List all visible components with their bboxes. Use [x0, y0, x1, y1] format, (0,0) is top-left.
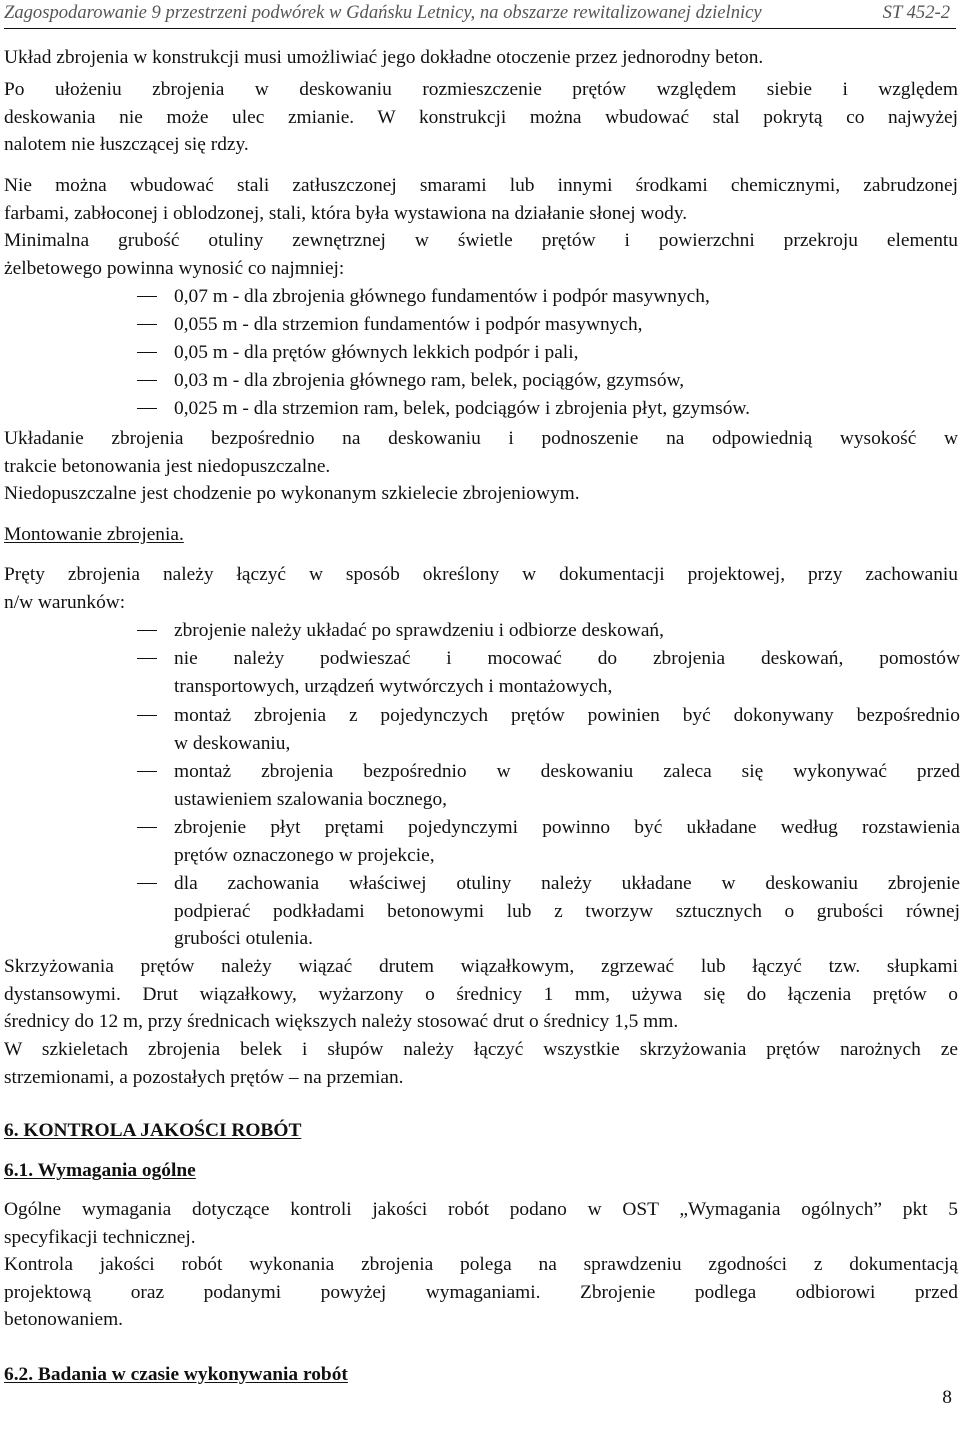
text-line: montaż zbrojenia z pojedynczych prętów powinien być dokonywany bezpośrednio [174, 705, 960, 726]
text-line: Ogólne wymagania dotyczące kontroli jakości robót podano w OST „Wymagania ogólnych” pkt 5 [4, 1199, 958, 1220]
text-line: nalotem nie łuszczącej się rdzy. [4, 134, 249, 156]
page-number: 8 [942, 1387, 952, 1408]
dash-bullet [137, 771, 157, 772]
heading-section-6-2: 6.2. Badania w czasie wykonywania robót [4, 1364, 348, 1385]
dash-bullet [137, 715, 157, 716]
text-line: projektową oraz podanymi powyżej wymaganiami. Zbrojenie podlega odbiorowi przed [4, 1281, 958, 1303]
text-line: prętów oznaczonego w projekcie, [174, 844, 435, 866]
text-line: dla zachowania właściwej otuliny należy układane w deskowaniu zbrojenie [174, 873, 960, 894]
paragraph-skeletons [4, 1036, 958, 1091]
text-line: trakcie betonowania jest niedopuszczalne. [4, 455, 331, 477]
heading-montowanie: Montowanie zbrojenia. [4, 524, 184, 545]
paragraph-reinforcement-layout [4, 44, 958, 72]
text-line: grubości otulenia. [174, 928, 313, 950]
paragraph-no-walking [4, 480, 958, 508]
text-line: montaż zbrojenia bezpośrednio w deskowaniu zaleca się wykonywać przed [174, 761, 960, 782]
paragraph-forbidden-steel [4, 172, 958, 227]
paragraph-quality-control [4, 1251, 958, 1334]
text-line: farbami, zabłoconej i oblodzonej, stali, która była wystawiona na działanie słonej wody. [4, 202, 688, 224]
text-line: deskowania nie może ulec zmianie. W konstrukcji można wbudować stal pokrytą co najwyżej [4, 106, 958, 128]
paragraph-laying-on-formwork [4, 425, 958, 480]
text-line: Pręty zbrojenia należy łączyć w sposób określony w dokumentacji projektowej, przy zachowaniu [4, 564, 958, 585]
text-line: transportowych, urządzeń wytwórczych i montażowych, [174, 675, 613, 697]
running-header [4, 2, 956, 29]
dash-bullet [137, 352, 157, 353]
text-line: Minimalna grubość otuliny zewnętrznej w świetle prętów i powierzchni przekroju elementu [4, 230, 958, 251]
text-line: 0,025 m - dla strzemion ram, belek, podciągów i zbrojenia płyt, gzymsów. [174, 398, 751, 419]
text-line: W szkieletach zbrojenia belek i słupów należy łączyć wszystkie skrzyżowania prętów narożnych ze [4, 1039, 958, 1060]
text-line: Układ zbrojenia w konstrukcji musi umożliwiać jego dokładne otoczenie przez jednorodny beton. [4, 47, 764, 68]
text-line: zbrojenie należy układać po sprawdzeniu i odbiorze deskowań, [174, 620, 664, 641]
paragraph-reinforcement-placement [4, 76, 958, 159]
text-line: ustawieniem szalowania bocznego, [174, 788, 447, 810]
text-line: 0,05 m - dla prętów głównych lekkich podpór i pali, [174, 342, 579, 363]
heading-section-6-1: 6.1. Wymagania ogólne [4, 1160, 196, 1181]
text-line: 0,055 m - dla strzemion fundamentów i podpór masywnych, [174, 314, 643, 335]
header-title: Zagospodarowanie 9 przestrzeni podwórek w Gdańsku Letnicy, na obszarze rewitalizowanej dzielnicy [4, 2, 762, 23]
dash-bullet [137, 630, 157, 631]
text-line: Skrzyżowania prętów należy wiązać drutem wiązałkowym, zgrzewać lub łączyć tzw. słupkami [4, 956, 958, 977]
dash-bullet [137, 827, 157, 828]
text-line: n/w warunków: [4, 591, 126, 613]
dash-bullet [137, 380, 157, 381]
text-line: zbrojenie płyt prętami pojedynczymi powinno być układane według rozstawienia [174, 817, 960, 838]
paragraph-crossings [4, 953, 958, 1036]
dash-bullet [137, 408, 157, 409]
text-line: betonowaniem. [4, 1309, 124, 1331]
text-line: dystansowymi. Drut wiązałkowy, wyżarzony o średnicy 1 mm, używa się do łączenia prętów o [4, 983, 958, 1005]
text-line: średnicy do 12 m, przy średnicach większych należy stosować drut o średnicy 1,5 mm. [4, 1011, 679, 1033]
paragraph-minimum-cover [4, 227, 958, 282]
heading-section-6: 6. KONTROLA JAKOŚCI ROBÓT [4, 1120, 302, 1141]
paragraph-joining-bars [4, 561, 958, 616]
text-line: podpierać podkładami betonowymi lub z tworzyw sztucznych o grubości równej [174, 900, 960, 922]
dash-bullet [137, 658, 157, 659]
dash-bullet [137, 324, 157, 325]
text-line: w deskowaniu, [174, 732, 291, 754]
paragraph-general-requirements [4, 1196, 958, 1251]
text-line: 0,07 m - dla zbrojenia głównego fundamentów i podpór masywnych, [174, 286, 710, 307]
text-line: strzemionami, a pozostałych prętów – na przemian. [4, 1066, 404, 1088]
text-line: żelbetowego powinna wynosić co najmniej: [4, 257, 345, 279]
text-line: Nie można wbudować stali zatłuszczonej smarami lub innymi środkami chemicznymi, zabrudzonej [4, 175, 958, 196]
text-line: specyfikacji technicznej. [4, 1226, 196, 1248]
text-line: Kontrola jakości robót wykonania zbrojenia polega na sprawdzeniu zgodności z dokumentacją [4, 1254, 958, 1275]
text-line: Po ułożeniu zbrojenia w deskowaniu rozmieszczenie prętów względem siebie i względem [4, 79, 958, 100]
text-line: Niedopuszczalne jest chodzenie po wykonanym szkielecie zbrojeniowym. [4, 483, 580, 504]
text-line: nie należy podwieszać i mocować do zbrojenia deskowań, pomostów [174, 648, 960, 669]
text-line: 0,03 m - dla zbrojenia głównego ram, belek, pociągów, gzymsów, [174, 370, 685, 391]
dash-bullet [137, 296, 157, 297]
text-line: Układanie zbrojenia bezpośrednio na deskowaniu i podnoszenie na odpowiednią wysokość w [4, 428, 958, 449]
dash-bullet [137, 883, 157, 884]
header-spec-code: ST 452-2 [882, 2, 950, 23]
